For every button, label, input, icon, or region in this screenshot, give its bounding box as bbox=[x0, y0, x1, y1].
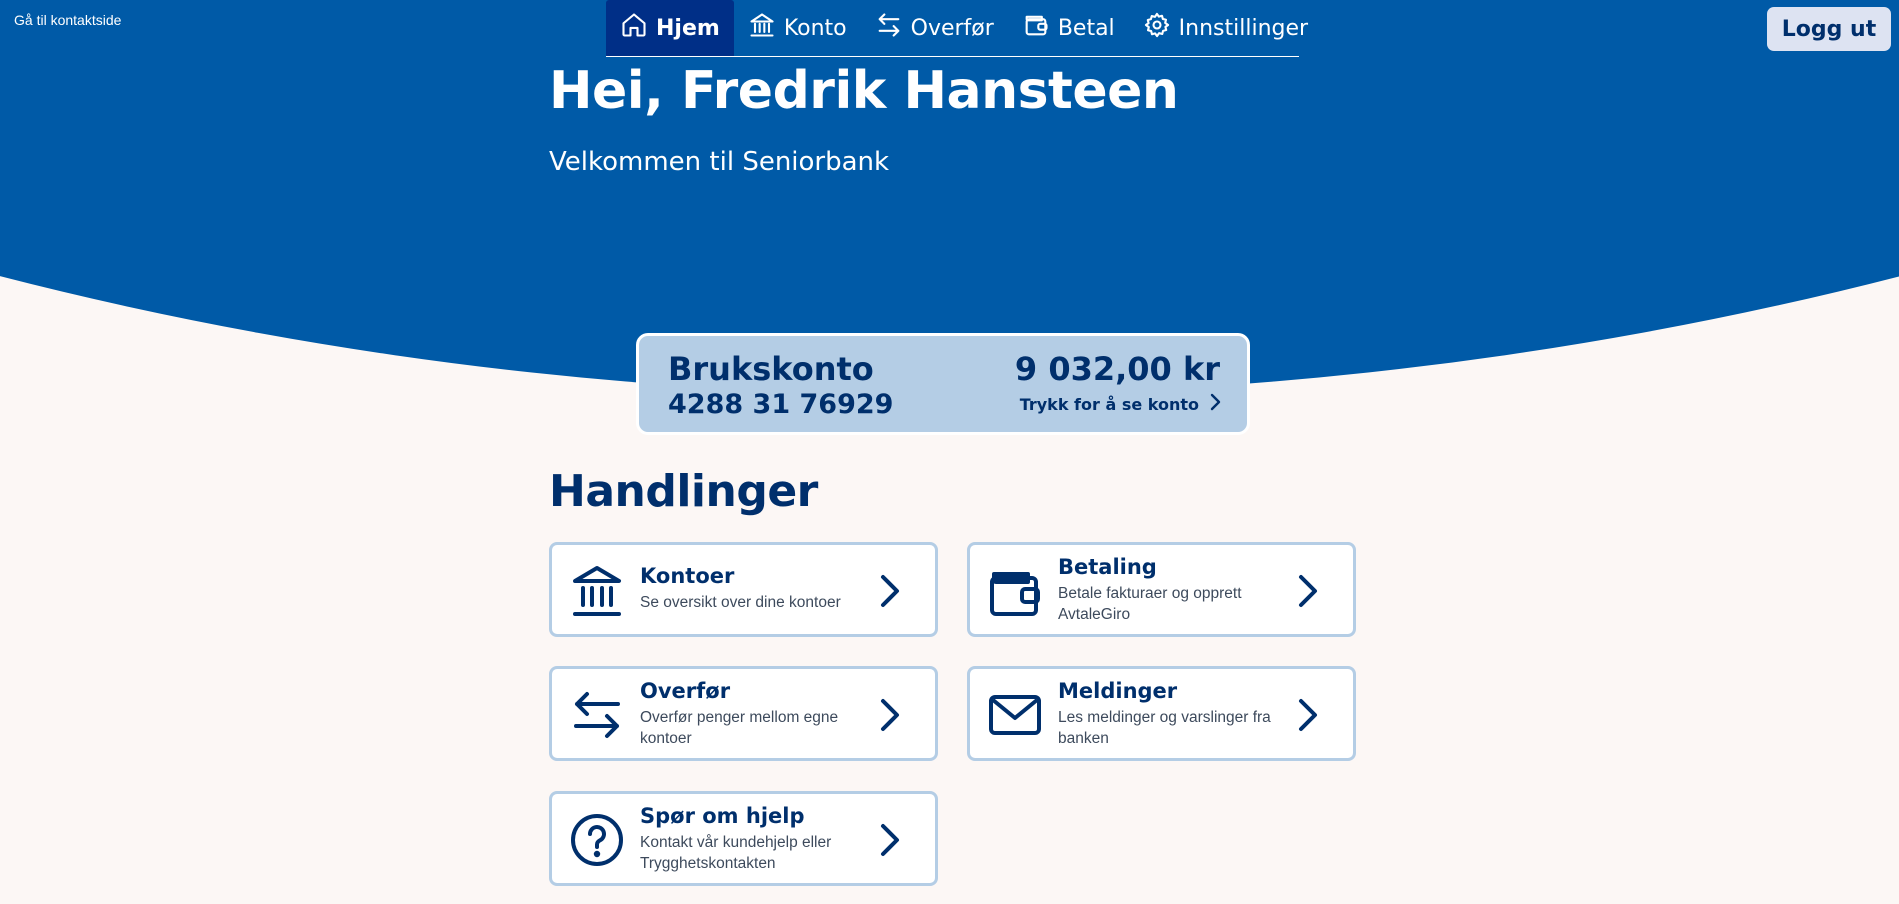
account-card[interactable] bbox=[636, 333, 1250, 435]
action-description: Kontakt vår kundehjelp eller Trygghetskontakten bbox=[640, 834, 832, 872]
view-account-label: Trykk for å se konto bbox=[1019, 394, 1199, 414]
nav-item-label: Hjem bbox=[656, 15, 720, 41]
action-card-messages[interactable] bbox=[967, 666, 1356, 761]
action-description: Betale fakturaer og opprett AvtaleGiro bbox=[1058, 585, 1242, 623]
action-title: Meldinger bbox=[1058, 679, 1178, 703]
nav-item-settings[interactable] bbox=[1129, 0, 1322, 56]
welcome-text: Velkommen til Seniorbank bbox=[549, 147, 890, 177]
bank-icon bbox=[570, 564, 624, 618]
nav-item-pay[interactable] bbox=[1008, 0, 1129, 56]
actions-heading: Handlinger bbox=[549, 466, 818, 517]
nav-item-home[interactable] bbox=[606, 0, 734, 56]
wallet-icon bbox=[988, 564, 1042, 618]
wallet-icon bbox=[1022, 11, 1050, 45]
chevron-right-icon bbox=[875, 571, 903, 611]
nav-item-transfer[interactable] bbox=[861, 0, 1008, 56]
account-balance: 9 032,00 kr bbox=[1014, 350, 1220, 388]
chevron-right-icon bbox=[875, 695, 903, 735]
account-number: 4288 31 76929 bbox=[668, 389, 894, 420]
chevron-right-icon bbox=[1293, 695, 1321, 735]
nav-item-label: Overfør bbox=[910, 15, 994, 41]
action-title: Betaling bbox=[1058, 555, 1157, 579]
question-circle-icon bbox=[570, 813, 624, 867]
transfer-arrows-icon bbox=[875, 11, 903, 45]
action-card-accounts[interactable] bbox=[549, 542, 938, 637]
greeting-heading: Hei, Fredrik Hansteen bbox=[549, 61, 1179, 121]
skip-to-contact-link[interactable]: Gå til kontaktside bbox=[14, 12, 122, 28]
nav-item-account[interactable] bbox=[734, 0, 861, 56]
action-title: Kontoer bbox=[640, 564, 735, 588]
main-navigation bbox=[606, 0, 1309, 57]
bank-icon bbox=[748, 11, 776, 45]
envelope-icon bbox=[988, 688, 1042, 742]
home-icon bbox=[620, 11, 648, 45]
action-description: Les meldinger og varslinger fra banken bbox=[1058, 709, 1271, 747]
view-account-link[interactable] bbox=[1020, 392, 1223, 416]
action-description: Se oversikt over dine kontoer bbox=[640, 594, 841, 611]
action-card-payment[interactable] bbox=[967, 542, 1356, 637]
chevron-right-icon bbox=[1207, 392, 1223, 416]
transfer-arrows-icon bbox=[570, 688, 624, 742]
action-description: Overfør penger mellom egne kontoer bbox=[640, 709, 839, 747]
nav-item-label: Innstillinger bbox=[1178, 15, 1309, 41]
action-title: Spør om hjelp bbox=[640, 804, 805, 828]
action-title: Overfør bbox=[640, 679, 731, 703]
account-name: Brukskonto bbox=[668, 350, 874, 388]
action-card-help[interactable] bbox=[549, 791, 938, 886]
chevron-right-icon bbox=[875, 820, 903, 860]
nav-item-label: Betal bbox=[1057, 15, 1115, 41]
logout-button[interactable]: Logg ut bbox=[1767, 7, 1891, 51]
chevron-right-icon bbox=[1293, 571, 1321, 611]
gear-icon bbox=[1143, 11, 1171, 45]
nav-item-label: Konto bbox=[783, 15, 847, 41]
action-card-transfer[interactable] bbox=[549, 666, 938, 761]
